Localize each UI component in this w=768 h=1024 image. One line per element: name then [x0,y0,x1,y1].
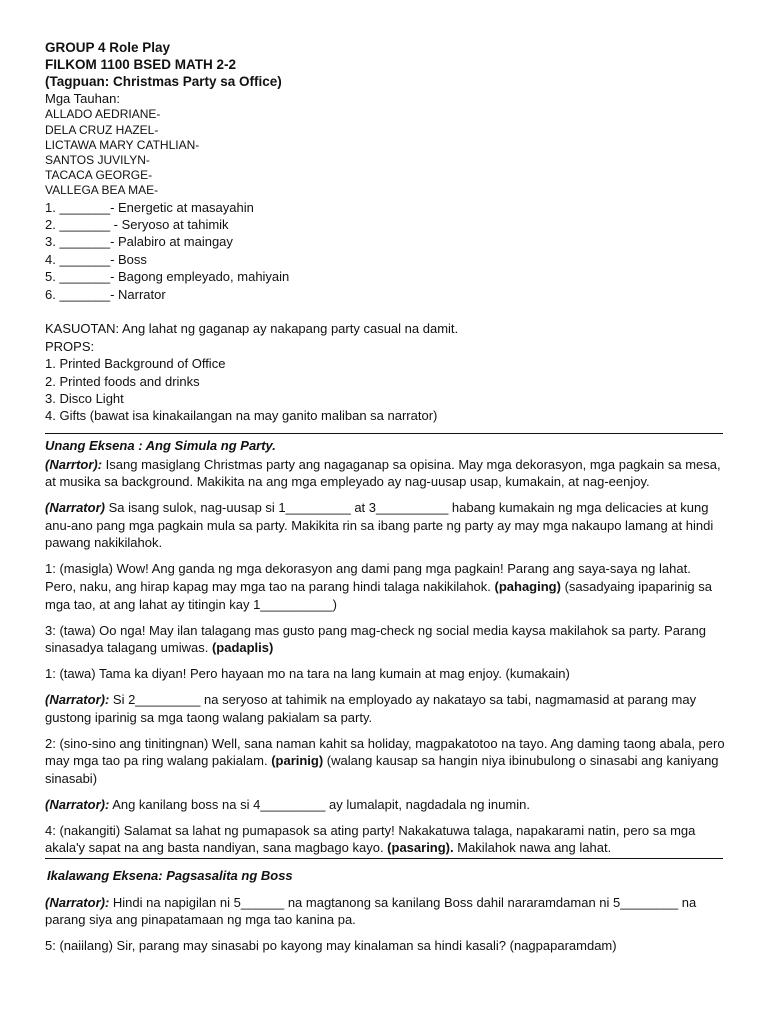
cast-item: LICTAWA MARY CATHLIAN- [45,137,200,152]
cast-item: DELA CRUZ HAZEL- [45,122,159,137]
cast-item: SANTOS JUVILYN- [45,153,150,168]
speaker-tag: (Narrator): [45,796,110,812]
cast-list [45,107,458,198]
narration-text: Isang masiglang Christmas party ang nagaganap sa opisina. May mga dekorasyon, mga pagkain sa mesa, at musika sa background. Makikita na ang mga empleyado ay nag-uusap usap, kumakain, at nag-eenjoy. [45,456,721,490]
dialogue-text: Makilahok nawa ang lahat. [453,840,612,856]
scene1-line-1 [45,560,725,613]
speaker-tag: (Narrator): [45,894,110,910]
dialogue-text: 1: (masigla) Wow! Ang ganda ng mga dekorasyon ang dami pang mga pagkain! Parang ang saya-saya ng lahat. Pero, naku, ang hirap kapag may mga tao na parang hindi talaga nakikilahok. [45,561,691,594]
narration-text: Hindi na napigilan ni 5______ na magtanong sa kanilang Boss dahil nararamdaman ni 5________ na parang siya ang pinapatamaan ng mga tao kanina pa. [45,894,697,928]
cast-label: Mga Tauhan: [45,91,120,106]
scene1-narration-4 [45,796,725,814]
scene1-line-5 [45,822,725,857]
dialogue-text: 4: (nakangiti) Salamat sa lahat ng pumapasok sa ating party! Nakakatuwa talaga, napakarami natin, pero sa mga akala'y sapat na ang basta nandiyan, sana magbago kayo. [45,822,696,856]
speaker-tag: (Narrtor): [45,456,103,472]
costume-line: KASUOTAN: Ang lahat ng gaganap ay nakapang party casual na damit. [45,321,459,337]
role-item: 6. _______- Narrator [45,286,166,302]
speaker-tag: (Narrator): [45,692,110,708]
cue-word: (pahaging) [494,578,561,594]
scene1-narration-3 [45,691,725,726]
narration-text: Si 2_________ na seryoso at tahimik na employado ay nakatayo sa tabi, nagmamasid at parang may gustong iparinig sa mga taong walang pakialam sa party. [45,692,697,725]
role-list [45,199,458,303]
role-item: 2. _______ - Seryoso at tahimik [45,217,229,233]
narration-text: Ang kanilang boss na si 4_________ ay lumalapit, nagdadala ng inumin. [109,796,530,812]
role-item: 3. _______- Palabiro at maingay [45,234,233,250]
prop-item: 3. Disco Light [45,391,124,407]
scene1-line-4 [45,735,725,788]
scene1-line-3: 1: (tawa) Tama ka diyan! Pero hayaan mo na tara na lang kumain at mag enjoy. (kumakain) [45,666,570,682]
prop-item: 1. Printed Background of Office [45,356,226,372]
scene1-narration-2 [45,499,725,552]
dialogue-text: 2: (sino-sino ang tinitingnan) Well, sana naman kahit sa holiday, magpakatotoo na tayo. Ang daming taong abala, pero may mga tao pa ring walang pakialam. [45,735,725,769]
group-title: GROUP 4 Role Play [45,40,171,55]
cast-item: ALLADO AEDRIANE- [45,107,161,122]
prop-item: 4. Gifts (bawat isa kinakailangan na may ganito maliban sa narrator) [45,408,438,424]
dialogue-text: (sasadyaing ipaparinig sa mga tao, at ang lahat ay titingin kay 1__________) [45,578,712,612]
document-header [45,39,458,425]
scene1-narration-1 [45,456,725,491]
course-title: FILKOM 1100 BSED MATH 2-2 [45,57,237,72]
scene2-line-1: 5: (naiilang) Sir, parang may sinasabi po kayong may kinalaman sa hindi kasali? (nagpaparamdam) [45,938,617,954]
scene1-line-2 [45,622,725,657]
narration-text: Sa isang sulok, nag-uusap si 1_________ at 3__________ habang kumakain ng mga delicacies at kung anu-ano pang mga pagkain mula sa party. Makikita rin sa ibang parte ng party ay may mga nakaupo lamang at hindi pawang nakikilahok. [45,500,714,551]
setting-title: (Tagpuan: Christmas Party sa Office) [45,74,282,89]
speaker-tag: (Narrator) [45,500,105,516]
role-item: 5. _______- Bagong empleyado, mahiyain [45,269,290,285]
role-item: 1. _______- Energetic at masayahin [45,199,254,215]
divider-scene [45,858,723,859]
prop-item: 2. Printed foods and drinks [45,373,200,389]
script-body [45,437,725,963]
cast-item: TACACA GEORGE- [45,168,153,183]
cue-word: (parinig) [271,753,324,769]
props-list [45,355,458,425]
divider-top [45,433,723,434]
cast-item: VALLEGA BEA MAE- [45,183,159,198]
props-label: PROPS: [45,338,95,354]
scene2-narration-1 [45,894,725,929]
dialogue-text: 3: (tawa) Oo nga! May ilan talagang mas gusto pang mag-check ng social media kaysa makilahok sa party. Parang sinasadya talagang umiwas. [45,622,706,656]
cue-word: (pasaring). [387,840,454,856]
scene2-title: Ikalawang Eksena: Pagsasalita ng Boss [47,868,293,883]
role-item: 4. _______- Boss [45,251,147,267]
dialogue-text: (walang kausap sa hangin niya ibinubulong o sinasabi ang kaniyang sinasabi) [45,753,719,786]
scene1-title: Unang Eksena : Ang Simula ng Party. [45,438,276,453]
cue-word: (padaplis) [211,640,274,656]
